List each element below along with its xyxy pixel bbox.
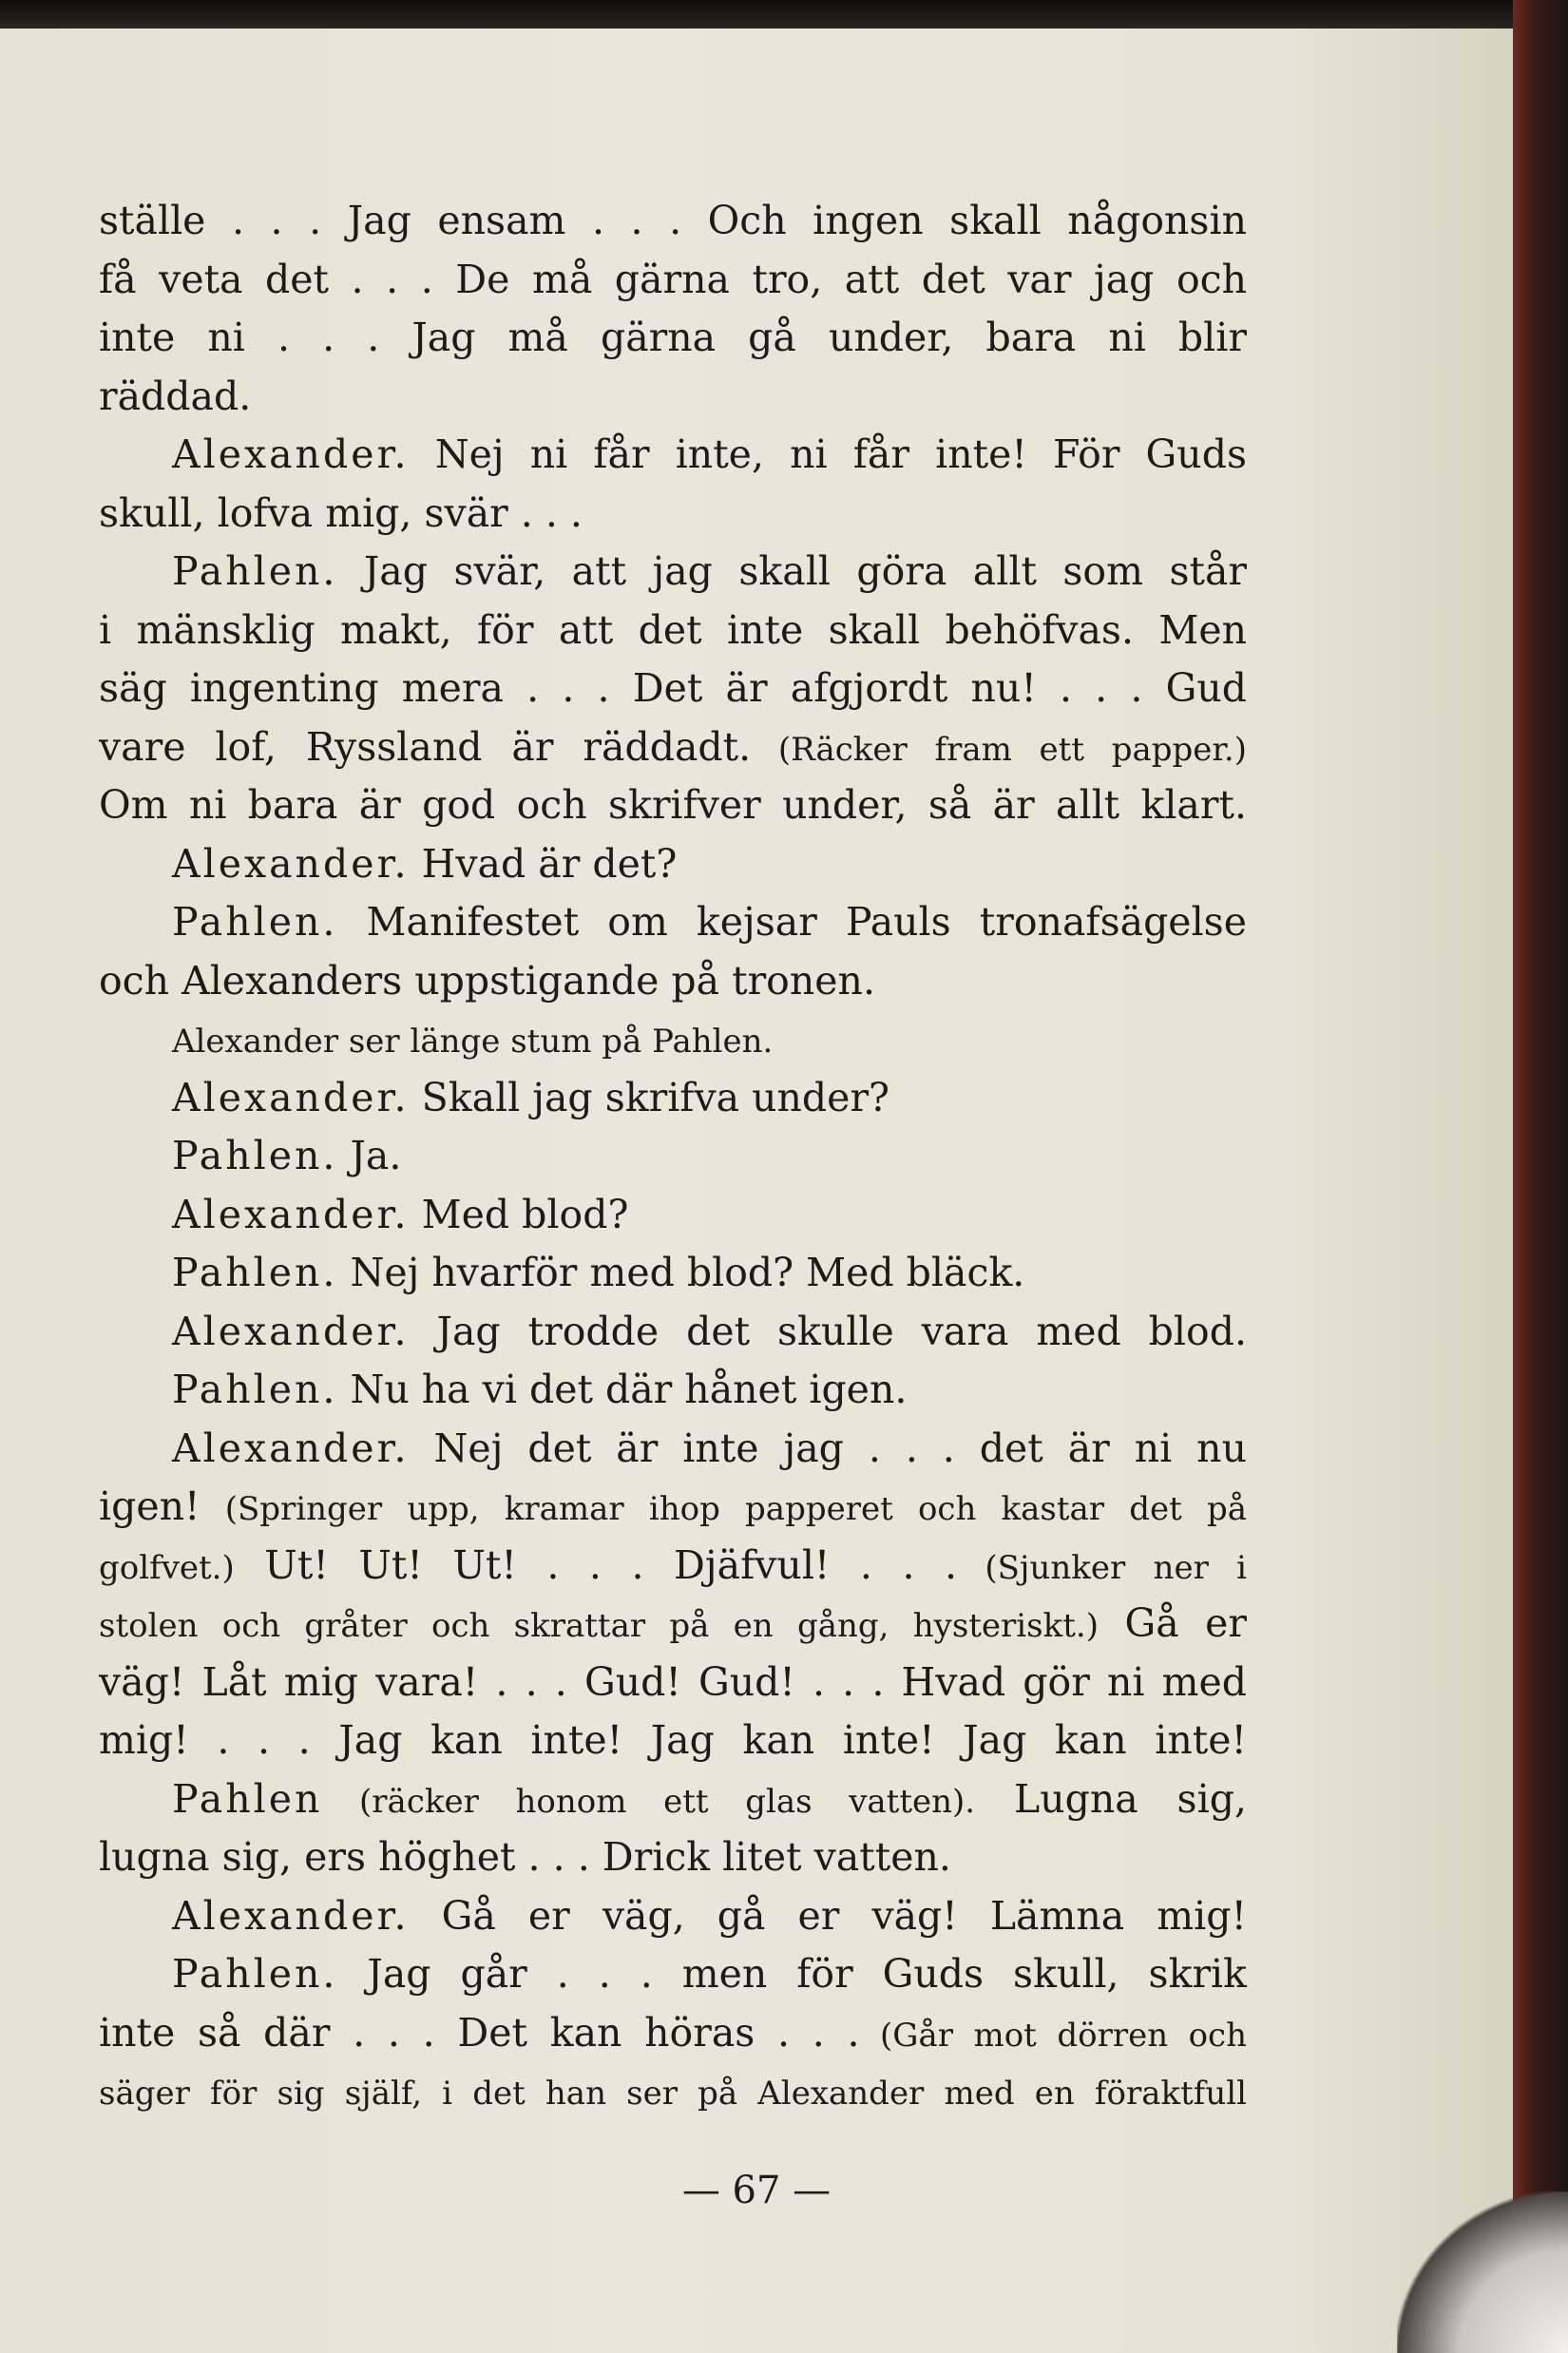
text-line: igen! (Springer upp, kramar ihop papperet och kastar det på: [99, 1483, 1247, 1529]
dialogue-line: Alexander. Nej det är inte jag . . . det är ni nu: [172, 1425, 1247, 1471]
speaker-name: Alexander.: [172, 1308, 410, 1354]
speaker-name: Pahlen.: [172, 1250, 338, 1295]
stage-direction: golfvet.): [99, 1548, 235, 1587]
speaker-name: Alexander.: [172, 1892, 410, 1939]
text-line: Om ni bara är god och skrifver under, så är allt klart.: [99, 782, 1247, 828]
stage-direction: (Räcker fram ett papper.): [751, 730, 1247, 769]
text-line: skull, lofva mig, svär . . .: [99, 489, 583, 536]
dialogue-line: Alexander. Skall jag skrifva under?: [172, 1074, 890, 1120]
text-line: golfvet.) Ut! Ut! Ut! . . . Djäfvul! . . . (Sjunker ner i: [99, 1541, 1247, 1588]
stage-direction: (Sjunker ner i: [957, 1548, 1247, 1587]
dialogue-line: Pahlen (räcker honom ett glas vatten). Lugna sig,: [172, 1775, 1247, 1822]
speaker-name: Pahlen.: [172, 1367, 338, 1412]
speaker-name: Alexander.: [172, 1074, 410, 1120]
text-line: lugna sig, ers höghet . . . Drick litet vatten.: [99, 1834, 951, 1880]
page-number: — 67 —: [681, 2169, 832, 2212]
scan-top-edge: [0, 0, 1568, 29]
dialogue-line: Alexander. Nej ni får inte, ni får inte! För Guds: [172, 431, 1247, 477]
speaker-name: Alexander.: [172, 1425, 410, 1471]
speaker-name: Pahlen.: [172, 548, 338, 594]
speaker-name: Pahlen.: [172, 1951, 338, 1997]
book-spine: [1513, 0, 1568, 2353]
speaker-name: Alexander.: [172, 431, 410, 477]
stage-direction: Alexander ser länge stum på Pahlen.: [172, 1023, 774, 1061]
text-line: i mänsklig makt, för att det inte skall behöfvas. Men: [99, 606, 1247, 653]
dialogue-line: Pahlen. Ja.: [172, 1133, 402, 1178]
play-text: [99, 192, 1247, 2121]
stage-direction: säger för sig själf, i det han ser på Alexander med en föraktfull: [99, 2075, 1247, 2113]
page-curl: [1397, 2191, 1568, 2353]
stage-direction-line: [99, 1010, 1247, 1069]
dialogue-line: Pahlen. Jag går . . . men för Guds skull, skrik: [172, 1951, 1247, 1997]
dialogue-line: Alexander. Jag trodde det skulle vara med blod.: [172, 1308, 1247, 1354]
dialogue-line: Pahlen. Manifestet om kejsar Pauls tronafsägelse: [172, 899, 1247, 945]
text-line: [99, 2062, 1247, 2121]
dialogue-line: Pahlen. Jag svär, att jag skall göra allt som står: [172, 548, 1247, 594]
dialogue-line: Alexander. Gå er väg, gå er väg! Lämna mig!: [172, 1892, 1247, 1939]
speaker-name: Pahlen.: [172, 1133, 338, 1178]
text-line: säg ingenting mera . . . Det är afgjordt nu! . . . Gud: [99, 665, 1247, 711]
stage-direction: (Går mot dörren och: [859, 2016, 1247, 2055]
stage-direction: (räcker honom ett glas vatten).: [322, 1782, 976, 1821]
dialogue-line: Alexander. Med blod?: [172, 1191, 629, 1237]
speaker-name: Pahlen: [172, 1775, 323, 1822]
text-line: stolen och gråter och skrattar på en gång, hysteriskt.) Gå er: [99, 1600, 1248, 1646]
speaker-name: Pahlen.: [172, 899, 338, 945]
text-line: räddad.: [99, 373, 252, 419]
text-line: ställe . . . Jag ensam . . . Och ingen skall någonsin: [99, 198, 1247, 243]
speaker-name: Alexander.: [172, 1191, 410, 1237]
text-line: vare lof, Ryssland är räddadt. (Räcker fram ett papper.): [99, 723, 1247, 770]
speaker-name: Alexander.: [172, 840, 410, 887]
stage-direction: stolen och gråter och skrattar på en gång, hysteriskt.): [99, 1607, 1099, 1645]
stage-direction: (Springer upp, kramar ihop papperet och kastar det på: [200, 1490, 1247, 1528]
text-line: väg! Låt mig vara! . . . Gud! Gud! . . . Hvad gör ni med: [99, 1658, 1247, 1705]
text-line: och Alexanders uppstigande på tronen.: [99, 957, 875, 1004]
text-line: få veta det . . . De må gärna tro, att det var jag och: [99, 256, 1247, 302]
dialogue-line: Alexander. Hvad är det?: [172, 840, 678, 887]
dialogue-line: Pahlen. Nej hvarför med blod? Med bläck.: [172, 1250, 1025, 1295]
text-line: mig! . . . Jag kan inte! Jag kan inte! Jag kan inte!: [99, 1717, 1247, 1763]
text-line: inte så där . . . Det kan höras . . . (Går mot dörren och: [99, 2009, 1247, 2056]
dialogue-line: Pahlen. Nu ha vi det där hånet igen.: [172, 1367, 908, 1412]
text-line: inte ni . . . Jag må gärna gå under, bara ni blir: [99, 315, 1247, 360]
